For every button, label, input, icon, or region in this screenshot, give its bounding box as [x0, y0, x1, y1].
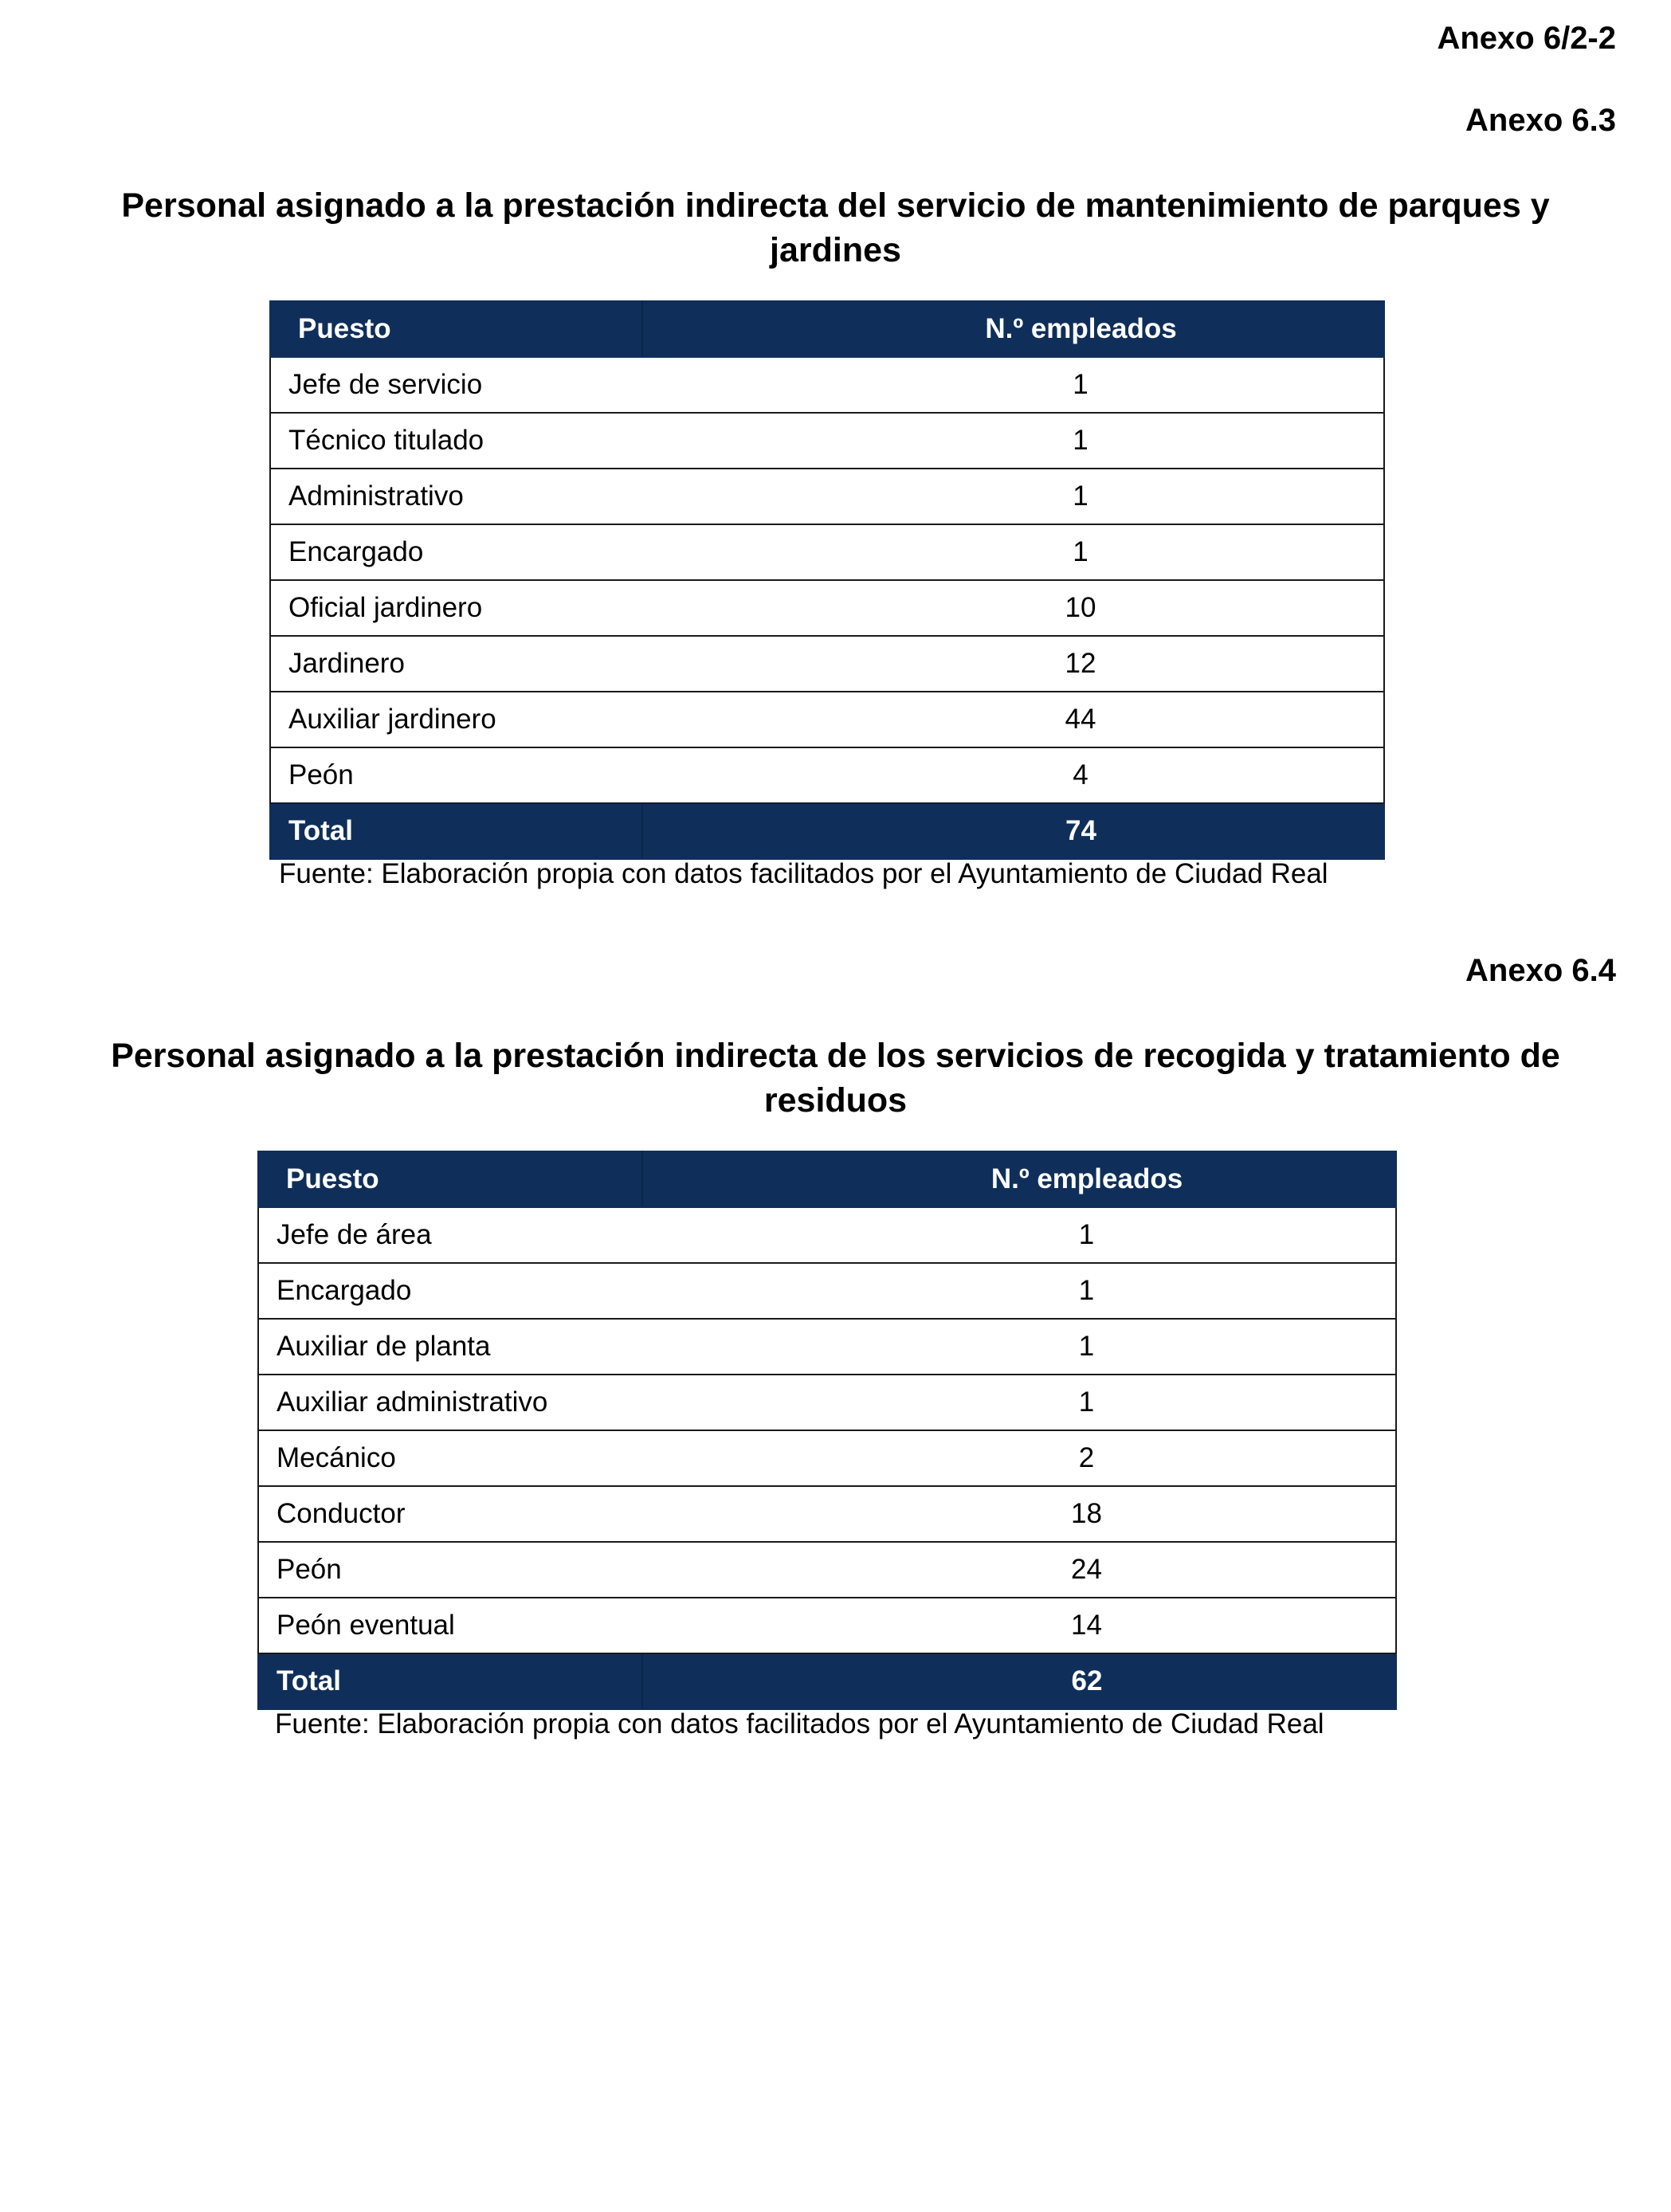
row-count: 1: [642, 357, 1384, 413]
table-waste-staff: [257, 1151, 1397, 1710]
table-row: [258, 1486, 1396, 1542]
row-count: 1: [642, 469, 1384, 524]
table-row: [270, 747, 1384, 803]
section-title-parks-line2: jardines: [770, 231, 901, 269]
table-total-row: [270, 803, 1384, 859]
section-title-waste-line1: Personal asignado a la prestación indirecta de los servicios de recogida y tratamiento de: [111, 1037, 1560, 1075]
column-header-empleados: N.º empleados: [642, 301, 1384, 357]
row-count: 10: [642, 580, 1384, 636]
table-row: [258, 1375, 1396, 1430]
row-count: 44: [642, 692, 1384, 747]
column-header-puesto: Puesto: [258, 1151, 642, 1207]
table-row: [270, 413, 1384, 469]
section-title-parks-line1: Personal asignado a la prestación indirecta del servicio de mantenimiento de parques y: [121, 186, 1550, 225]
row-count: 18: [642, 1486, 1396, 1542]
row-name: Conductor: [258, 1486, 642, 1542]
row-count: 4: [642, 747, 1384, 803]
row-name: Encargado: [258, 1263, 642, 1319]
row-name: Peón: [270, 747, 642, 803]
table-row: [270, 524, 1384, 580]
row-name: Auxiliar administrativo: [258, 1375, 642, 1430]
section-title-parks: [48, 183, 1623, 273]
total-count: 62: [642, 1653, 1396, 1709]
row-name: Mecánico: [258, 1430, 642, 1486]
table-row: [270, 469, 1384, 524]
row-count: 1: [642, 1207, 1396, 1263]
total-label: Total: [270, 803, 642, 859]
row-count: 1: [642, 413, 1384, 469]
column-header-empleados: N.º empleados: [642, 1151, 1396, 1207]
row-count: 24: [642, 1542, 1396, 1598]
row-name: Oficial jardinero: [270, 580, 642, 636]
row-name: Auxiliar jardinero: [270, 692, 642, 747]
table-row: [270, 357, 1384, 413]
row-count: 2: [642, 1430, 1396, 1486]
row-count: 1: [642, 1375, 1396, 1430]
column-header-puesto: Puesto: [270, 301, 642, 357]
row-count: 1: [642, 524, 1384, 580]
annex-label-6-3: Anexo 6.3: [1465, 103, 1616, 138]
total-count: 74: [642, 803, 1384, 859]
table-header-row: [258, 1151, 1396, 1207]
section-title-waste-line2: residuos: [763, 1081, 908, 1120]
table-row: [258, 1598, 1396, 1653]
table-parks-staff: [269, 300, 1385, 860]
table-row: [258, 1207, 1396, 1263]
row-name: Jefe de área: [258, 1207, 642, 1263]
row-count: 1: [642, 1263, 1396, 1319]
table-row: [258, 1542, 1396, 1598]
row-count: 12: [642, 636, 1384, 692]
row-name: Encargado: [270, 524, 642, 580]
row-name: Peón eventual: [258, 1598, 642, 1653]
row-count: 14: [642, 1598, 1396, 1653]
table-row: [270, 692, 1384, 747]
table-row: [258, 1263, 1396, 1319]
annex-label-6-4: Anexo 6.4: [1465, 953, 1616, 988]
row-name: Administrativo: [270, 469, 642, 524]
table-row: [270, 636, 1384, 692]
table-total-row: [258, 1653, 1396, 1709]
table-row: [270, 580, 1384, 636]
table-row: [258, 1319, 1396, 1375]
total-label: Total: [258, 1653, 642, 1709]
table-header-row: [270, 301, 1384, 357]
section-title-waste: [48, 1033, 1623, 1123]
table-row: [258, 1430, 1396, 1486]
row-name: Auxiliar de planta: [258, 1319, 642, 1375]
row-name: Jefe de servicio: [270, 357, 642, 413]
row-name: Peón: [258, 1542, 642, 1598]
row-name: Jardinero: [270, 636, 642, 692]
annex-label-top: Anexo 6/2-2: [1437, 21, 1616, 56]
row-count: 1: [642, 1319, 1396, 1375]
source-note-parks: Fuente: Elaboración propia con datos facilitados por el Ayuntamiento de Ciudad Real: [279, 858, 1328, 889]
source-note-waste: Fuente: Elaboración propia con datos facilitados por el Ayuntamiento de Ciudad Real: [275, 1708, 1324, 1739]
row-name: Técnico titulado: [270, 413, 642, 469]
